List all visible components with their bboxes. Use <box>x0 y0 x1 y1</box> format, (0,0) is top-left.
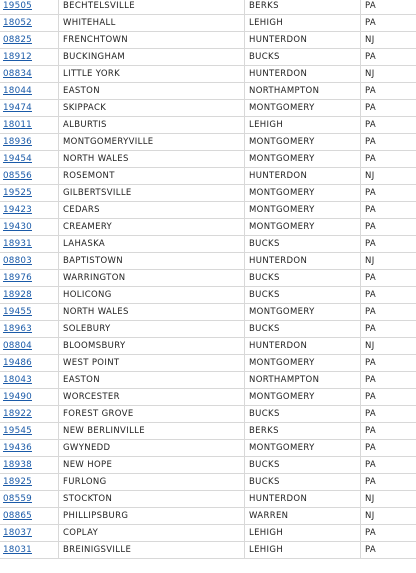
table-row <box>0 304 416 321</box>
county-cell: MONTGOMERY <box>245 440 361 457</box>
state-cell: PA <box>361 457 416 474</box>
table-row <box>0 253 416 270</box>
county-cell: HUNTERDON <box>245 491 361 508</box>
city-cell: ROSEMONT <box>59 168 245 185</box>
zip-cell <box>0 423 59 440</box>
city-cell: COPLAY <box>59 525 245 542</box>
state-cell: PA <box>361 151 416 168</box>
state-cell: PA <box>361 236 416 253</box>
state-cell: PA <box>361 287 416 304</box>
table-row <box>0 338 416 355</box>
city-cell: CEDARS <box>59 202 245 219</box>
city-cell: WHITEHALL <box>59 15 245 32</box>
zip-code-link[interactable]: 18037 <box>3 528 32 538</box>
table-row <box>0 287 416 304</box>
zip-cell <box>0 219 59 236</box>
state-cell: PA <box>361 134 416 151</box>
zip-cell <box>0 236 59 253</box>
zip-code-link[interactable]: 08559 <box>3 494 32 504</box>
table-row <box>0 32 416 49</box>
state-cell: PA <box>361 474 416 491</box>
city-cell: FURLONG <box>59 474 245 491</box>
zip-cell <box>0 185 59 202</box>
zip-cell <box>0 32 59 49</box>
city-cell: MONTGOMERYVILLE <box>59 134 245 151</box>
city-cell: SKIPPACK <box>59 100 245 117</box>
zip-cell <box>0 474 59 491</box>
state-cell: NJ <box>361 508 416 525</box>
table-row <box>0 202 416 219</box>
zip-cell <box>0 491 59 508</box>
zip-code-link[interactable]: 19525 <box>3 188 32 198</box>
city-cell: GILBERTSVILLE <box>59 185 245 202</box>
table-row <box>0 321 416 338</box>
county-cell: MONTGOMERY <box>245 151 361 168</box>
zip-cell <box>0 117 59 134</box>
table-row <box>0 236 416 253</box>
county-cell: BERKS <box>245 423 361 440</box>
table-row <box>0 491 416 508</box>
county-cell: NORTHAMPTON <box>245 83 361 100</box>
state-cell: PA <box>361 440 416 457</box>
zip-code-link[interactable]: 19490 <box>3 392 32 402</box>
city-cell: CREAMERY <box>59 219 245 236</box>
table-row <box>0 457 416 474</box>
table-row <box>0 372 416 389</box>
table-row <box>0 525 416 542</box>
county-cell: BUCKS <box>245 321 361 338</box>
county-cell: BERKS <box>245 0 361 15</box>
zip-code-link[interactable]: 18044 <box>3 86 32 96</box>
zip-code-link[interactable]: 19430 <box>3 222 32 232</box>
table-row <box>0 117 416 134</box>
state-cell: NJ <box>361 338 416 355</box>
zip-cell <box>0 389 59 406</box>
table-row <box>0 406 416 423</box>
zip-cell <box>0 134 59 151</box>
county-cell: BUCKS <box>245 49 361 66</box>
city-cell: EASTON <box>59 83 245 100</box>
city-cell: LAHASKA <box>59 236 245 253</box>
zip-code-link[interactable]: 18052 <box>3 18 32 28</box>
county-cell: HUNTERDON <box>245 66 361 83</box>
zip-cell <box>0 253 59 270</box>
table-row <box>0 542 416 559</box>
city-cell: BLOOMSBURY <box>59 338 245 355</box>
zip-code-link[interactable]: 19455 <box>3 307 32 317</box>
table-row <box>0 66 416 83</box>
zip-cell <box>0 49 59 66</box>
county-cell: LEHIGH <box>245 117 361 134</box>
state-cell: PA <box>361 49 416 66</box>
state-cell: PA <box>361 355 416 372</box>
zip-code-link[interactable]: 19454 <box>3 154 32 164</box>
zip-code-link[interactable]: 19436 <box>3 443 32 453</box>
county-cell: LEHIGH <box>245 525 361 542</box>
county-cell: MONTGOMERY <box>245 100 361 117</box>
zip-code-link[interactable]: 19486 <box>3 358 32 368</box>
city-cell: SOLEBURY <box>59 321 245 338</box>
city-cell: ALBURTIS <box>59 117 245 134</box>
state-cell: NJ <box>361 66 416 83</box>
zip-code-link[interactable]: 18976 <box>3 273 32 283</box>
county-cell: LEHIGH <box>245 15 361 32</box>
county-cell: HUNTERDON <box>245 253 361 270</box>
zip-cell <box>0 355 59 372</box>
state-cell: PA <box>361 185 416 202</box>
city-cell: GWYNEDD <box>59 440 245 457</box>
zip-cell <box>0 304 59 321</box>
zip-cell <box>0 406 59 423</box>
city-cell: PHILLIPSBURG <box>59 508 245 525</box>
state-cell: PA <box>361 389 416 406</box>
county-cell: MONTGOMERY <box>245 304 361 321</box>
county-cell: HUNTERDON <box>245 168 361 185</box>
state-cell: NJ <box>361 32 416 49</box>
city-cell: EASTON <box>59 372 245 389</box>
table-row <box>0 0 416 15</box>
zip-cell <box>0 287 59 304</box>
zip-code-link[interactable]: 18936 <box>3 137 32 147</box>
table-row <box>0 134 416 151</box>
city-cell: HOLICONG <box>59 287 245 304</box>
zip-code-link[interactable]: 19423 <box>3 205 32 215</box>
city-cell: NORTH WALES <box>59 304 245 321</box>
table-row <box>0 49 416 66</box>
state-cell: NJ <box>361 253 416 270</box>
table-row <box>0 423 416 440</box>
table-row <box>0 185 416 202</box>
zip-cell <box>0 372 59 389</box>
zip-cell <box>0 508 59 525</box>
table-row <box>0 219 416 236</box>
table-row <box>0 15 416 32</box>
state-cell: PA <box>361 100 416 117</box>
state-cell: PA <box>361 219 416 236</box>
state-cell: PA <box>361 117 416 134</box>
zip-code-link[interactable]: 18043 <box>3 375 32 385</box>
city-cell: NEW HOPE <box>59 457 245 474</box>
state-cell: NJ <box>361 168 416 185</box>
zip-cell <box>0 83 59 100</box>
zip-code-link[interactable]: 08834 <box>3 69 32 79</box>
zip-code-link[interactable]: 18938 <box>3 460 32 470</box>
table-row <box>0 440 416 457</box>
state-cell: PA <box>361 304 416 321</box>
state-cell: PA <box>361 202 416 219</box>
county-cell: WARREN <box>245 508 361 525</box>
zip-cell <box>0 15 59 32</box>
table-row <box>0 389 416 406</box>
zip-code-link[interactable]: 19474 <box>3 103 32 113</box>
zip-cell <box>0 525 59 542</box>
zip-cell <box>0 270 59 287</box>
city-cell: WEST POINT <box>59 355 245 372</box>
county-cell: BUCKS <box>245 270 361 287</box>
county-cell: MONTGOMERY <box>245 134 361 151</box>
county-cell: MONTGOMERY <box>245 219 361 236</box>
zip-code-link[interactable]: 18011 <box>3 120 32 130</box>
county-cell: BUCKS <box>245 406 361 423</box>
zip-code-link[interactable]: 08556 <box>3 171 32 181</box>
zip-code-link[interactable]: 19545 <box>3 426 32 436</box>
zip-cell <box>0 321 59 338</box>
zip-cell <box>0 151 59 168</box>
zip-cell <box>0 66 59 83</box>
city-cell: WARRINGTON <box>59 270 245 287</box>
table-row <box>0 474 416 491</box>
zip-cell <box>0 202 59 219</box>
zip-code-link[interactable]: 18912 <box>3 52 32 62</box>
zip-code-link[interactable]: 18031 <box>3 545 32 555</box>
city-cell: WORCESTER <box>59 389 245 406</box>
city-cell: FRENCHTOWN <box>59 32 245 49</box>
zip-code-link[interactable]: 08865 <box>3 511 32 521</box>
table-row <box>0 83 416 100</box>
table-row <box>0 168 416 185</box>
state-cell: NJ <box>361 491 416 508</box>
city-cell: NORTH WALES <box>59 151 245 168</box>
county-cell: HUNTERDON <box>245 338 361 355</box>
county-cell: BUCKS <box>245 474 361 491</box>
city-cell: BECHTELSVILLE <box>59 0 245 15</box>
county-cell: MONTGOMERY <box>245 185 361 202</box>
state-cell: PA <box>361 406 416 423</box>
city-cell: BUCKINGHAM <box>59 49 245 66</box>
table-row <box>0 151 416 168</box>
table-row <box>0 270 416 287</box>
zip-code-link[interactable]: 08804 <box>3 341 32 351</box>
state-cell: PA <box>361 542 416 559</box>
state-cell: PA <box>361 15 416 32</box>
city-cell: NEW BERLINVILLE <box>59 423 245 440</box>
table-row <box>0 508 416 525</box>
county-cell: BUCKS <box>245 287 361 304</box>
city-cell: BAPTISTOWN <box>59 253 245 270</box>
zip-code-link[interactable]: 08803 <box>3 256 32 266</box>
state-cell: PA <box>361 0 416 15</box>
state-cell: PA <box>361 525 416 542</box>
county-cell: MONTGOMERY <box>245 355 361 372</box>
zip-code-link[interactable]: 19505 <box>3 1 32 11</box>
state-cell: PA <box>361 321 416 338</box>
county-cell: BUCKS <box>245 236 361 253</box>
zip-code-link[interactable]: 18925 <box>3 477 32 487</box>
zip-cell <box>0 440 59 457</box>
zip-cell <box>0 168 59 185</box>
county-cell: BUCKS <box>245 457 361 474</box>
zip-cell <box>0 542 59 559</box>
zip-code-link[interactable]: 18963 <box>3 324 32 334</box>
zip-code-link[interactable]: 08825 <box>3 35 32 45</box>
county-cell: LEHIGH <box>245 542 361 559</box>
zip-code-link[interactable]: 18922 <box>3 409 32 419</box>
zip-cell <box>0 457 59 474</box>
state-cell: PA <box>361 372 416 389</box>
zip-cell <box>0 338 59 355</box>
state-cell: PA <box>361 423 416 440</box>
zip-code-link[interactable]: 18931 <box>3 239 32 249</box>
city-cell: BREINIGSVILLE <box>59 542 245 559</box>
table-row <box>0 100 416 117</box>
county-cell: HUNTERDON <box>245 32 361 49</box>
state-cell: PA <box>361 270 416 287</box>
county-cell: MONTGOMERY <box>245 389 361 406</box>
city-cell: FOREST GROVE <box>59 406 245 423</box>
city-cell: STOCKTON <box>59 491 245 508</box>
state-cell: PA <box>361 83 416 100</box>
zip-code-link[interactable]: 18928 <box>3 290 32 300</box>
city-cell: LITTLE YORK <box>59 66 245 83</box>
zip-cell <box>0 100 59 117</box>
zip-cell <box>0 0 59 15</box>
table-row <box>0 355 416 372</box>
county-cell: MONTGOMERY <box>245 202 361 219</box>
county-cell: NORTHAMPTON <box>245 372 361 389</box>
